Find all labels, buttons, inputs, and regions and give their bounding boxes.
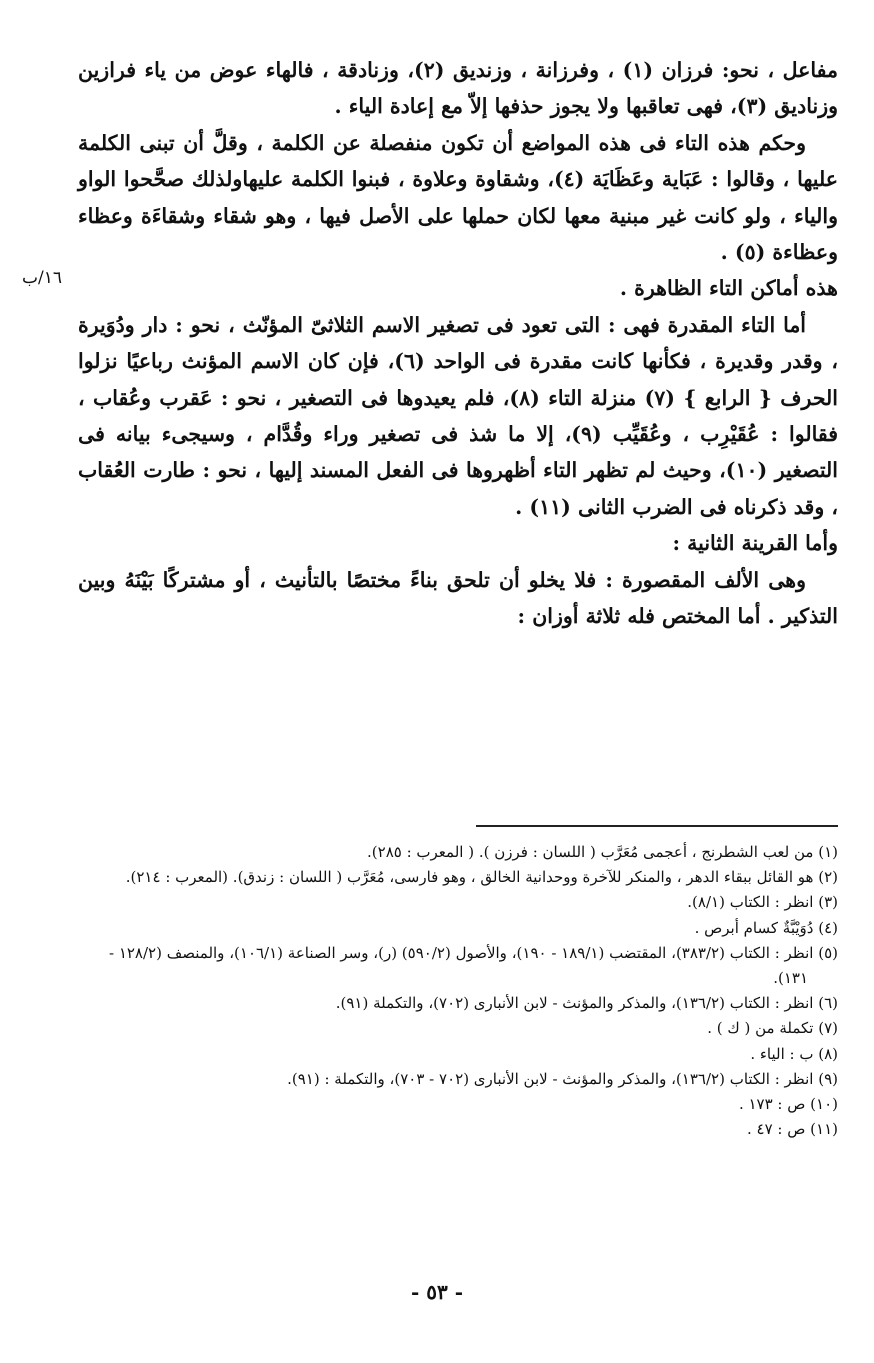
footnote-2: (٢) هو القائل ببقاء الدهر ، والمنكر للآخرة ووحدانية الخالق ، وهو فارسى، مُعَرَّب ( اللسان : زندق). (المعرب : ٢١٤). bbox=[125, 868, 838, 887]
footnote-divider bbox=[476, 825, 838, 827]
footnote-3: (٣) انظر : الكتاب (٨/١). bbox=[687, 893, 838, 912]
paragraph-3: هذه أماكن التاء الظاهرة . bbox=[619, 276, 838, 301]
footnote-9: (٩) انظر : الكتاب (١٣٦/٢)، والمذكر والمؤنث - لابن الأنبارى (٧٠٢ - ٧٠٣)، والتكملة : (٩١). bbox=[287, 1069, 838, 1088]
footnotes bbox=[80, 840, 838, 1142]
footnote-1: (١) من لعب الشطرنج ، أعجمى مُعَرَّب ( اللسان : فرزن ). ( المعرب : ٢٨٥). bbox=[367, 843, 838, 861]
paragraph-2: وحكم هذه التاء فى هذه المواضع أن تكون منفصلة عن الكلمة ، وقلَّ أن تبنى الكلمة عليها ، وقالوا : عَبَاية وعَظَايَة (٤)، وشقاوة وعلاوة ، فبنوا الكلمة عليهاولذلك صحَّحوا الواو والياء ، ولو كانت غير مبنية معها لكان حملها على الأصل فيها ، وهو شقاء وشقاءَة وعظاء وعظاءة (٥) . bbox=[78, 130, 838, 265]
footnote-4: (٤) دُوَيْبَّةٌ كسام أبرص . bbox=[694, 918, 838, 937]
paragraph-1: مفاعل ، نحو: فرزان (١) ، وفرزانة ، وزنديق (٢)، وزنادقة ، فالهاء عوض من ياء فرازين وزناديق (٣)، فهى تعاقبها ولا يجوز حذفها إلاّ مع إعادة الياء . bbox=[78, 58, 838, 119]
footnote-7: (٧) تكملة من ( ك ) . bbox=[707, 1019, 838, 1038]
footnote-8: (٨) ب : الياء . bbox=[750, 1044, 838, 1063]
margin-note: ١٦/ب bbox=[22, 268, 62, 288]
footnote-5: (٥) انظر : الكتاب (٣٨٣/٢)، المقتضب (١٨٩/١ - ١٩٠)، والأصول (٥٩٠/٢) (ر)، وسر الصناعة (١٠٦/١)، والمنصف (١٢٨/٢ - ١٣١). bbox=[108, 943, 838, 988]
footnote-10: (١٠) ص : ١٧٣ . bbox=[738, 1095, 838, 1114]
paragraph-4: أما التاء المقدرة فهى : التى تعود فى تصغير الاسم الثلاثىّ المؤنّث ، نحو : دار ودُوَيرة ، وقدر وقديرة ، فكأنها كانت مقدرة فى الواحد (٦)، فإن كان الاسم المؤنث رباعيًا نزلوا الحرف { الرابع } (٧) منزلة التاء (٨)، فلم يعيدوها فى التصغير ، نحو : عَقرب وعُقاب ، فقالوا : عُقَيْرِب ، وعُقَيِّب (٩)، إلا ما شذ فى تصغير وراء وقُدَّام ، وسيجىء بيانه فى التصغير (١٠)، وحيث لم تظهر التاء أظهروها فى الفعل المسند إليها ، نحو : طارت العُقاب ، وقد ذكرناه فى الضرب الثانى (١١) . bbox=[78, 312, 839, 519]
footnote-6: (٦) انظر : الكتاب (١٣٦/٢)، والمذكر والمؤنث - لابن الأنبارى (٧٠٢)، والتكملة (٩١). bbox=[335, 994, 838, 1013]
page-number: - ٥٣ - bbox=[410, 1280, 463, 1304]
paragraph-5: وأما القرينة الثانية : bbox=[672, 531, 838, 556]
paragraph-6: وهى الألف المقصورة : فلا يخلو أن تلحق بناءً مختصًا بالتأنيث ، أو مشتركًا بَيْنَهُ وبين التذكير . أما المختص فله ثلاثة أوزان : bbox=[78, 567, 838, 629]
footnote-11: (١١) ص : ٤٧ . bbox=[746, 1120, 838, 1139]
main-text bbox=[78, 52, 838, 635]
